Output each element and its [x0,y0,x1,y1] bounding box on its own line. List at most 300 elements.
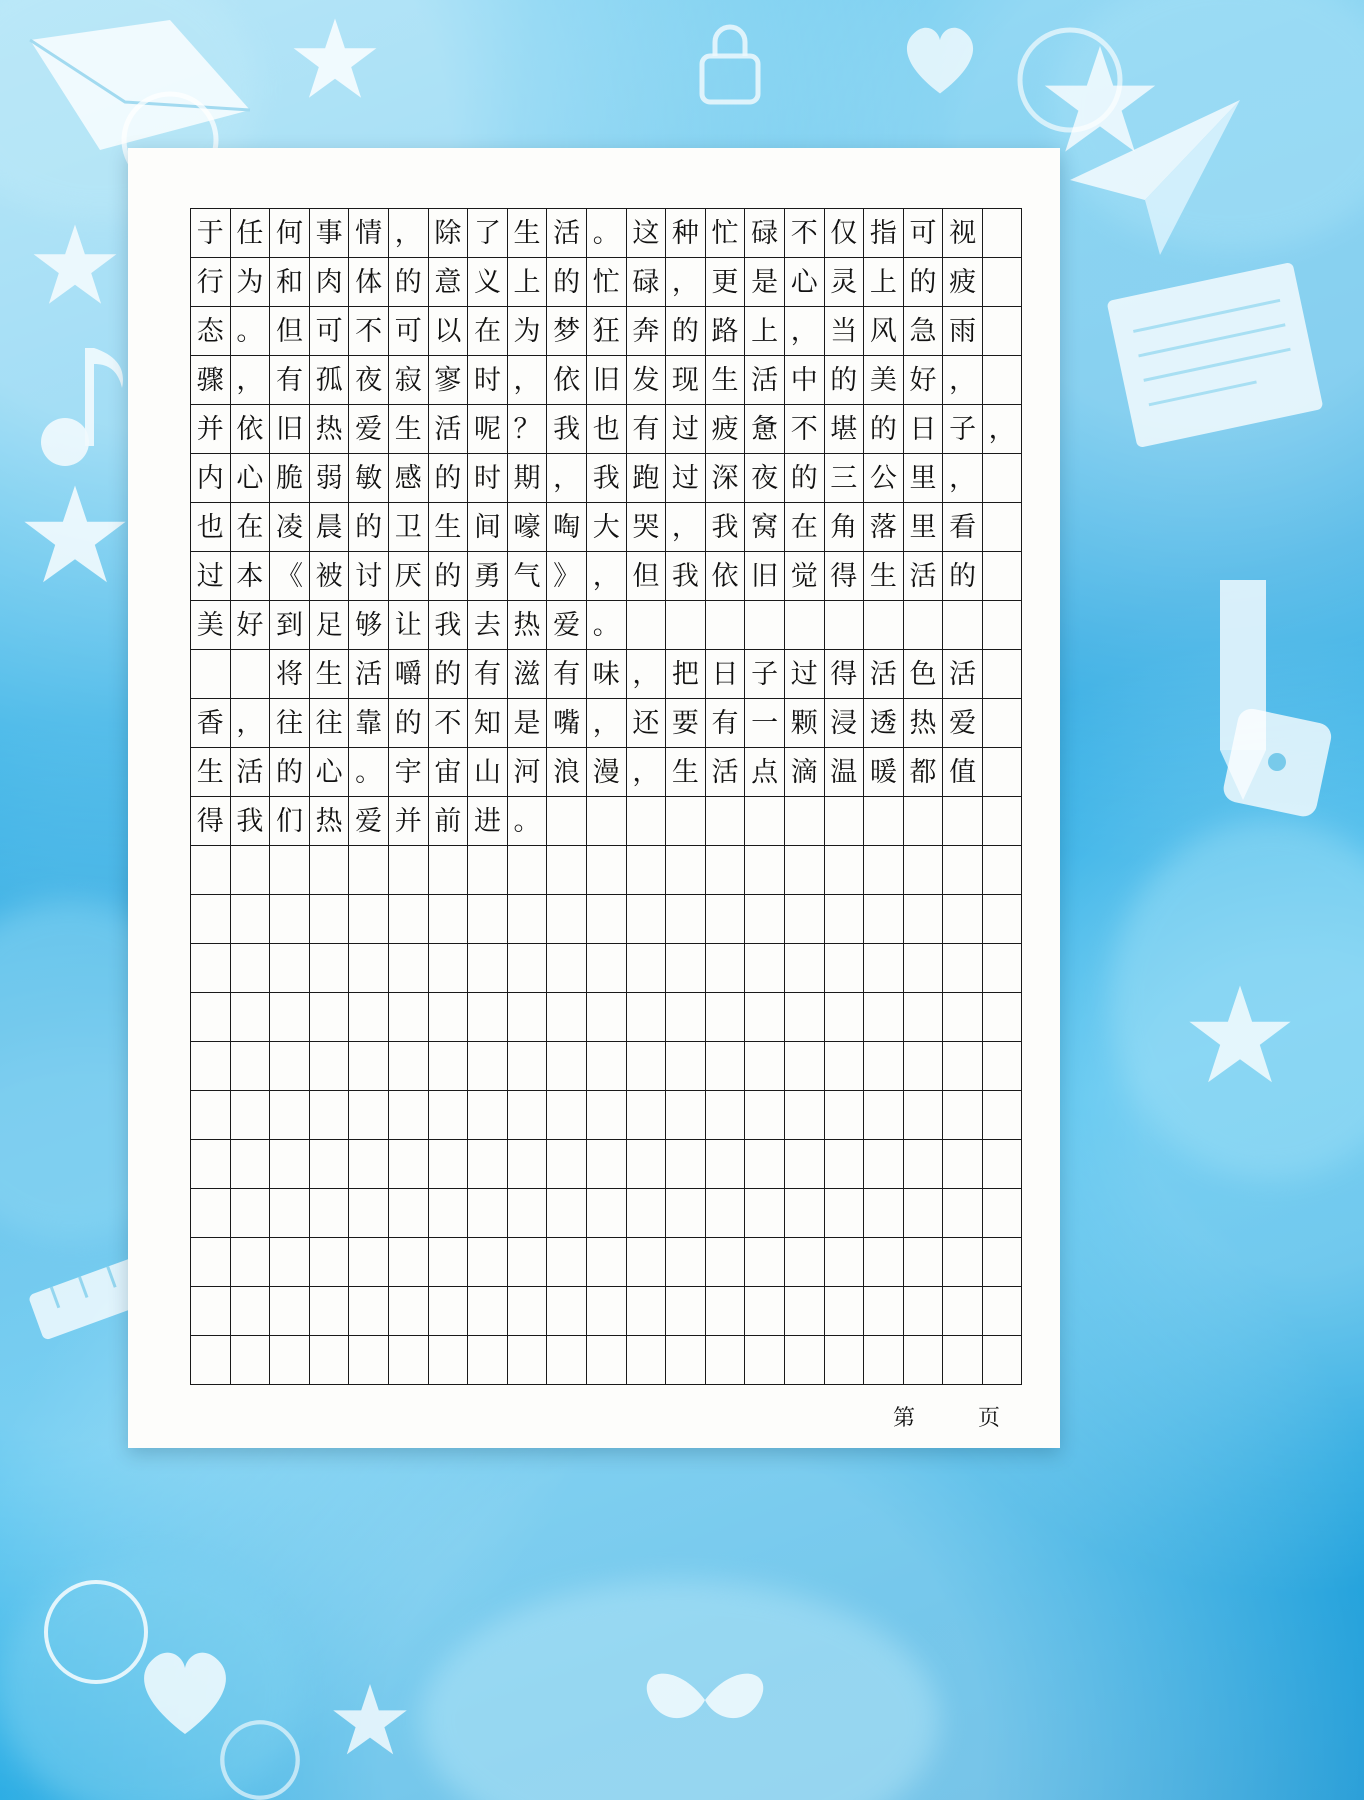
manuscript-cell [903,895,943,944]
manuscript-cell [824,797,864,846]
manuscript-cell [349,944,389,993]
manuscript-cell [943,1042,983,1091]
manuscript-cell: ， [388,209,428,258]
manuscript-cell: 嚎 [507,503,547,552]
manuscript-cell [388,1140,428,1189]
manuscript-cell: 也 [191,503,231,552]
manuscript-cell [982,1238,1022,1287]
manuscript-cell: 活 [705,748,745,797]
manuscript-cell [982,944,1022,993]
manuscript-cell [784,1140,824,1189]
manuscript-cell: 体 [349,258,389,307]
manuscript-cell: 爱 [349,405,389,454]
manuscript-cell: 生 [666,748,706,797]
manuscript-cell: 热 [507,601,547,650]
manuscript-cell: 碌 [626,258,666,307]
manuscript-cell [270,1189,310,1238]
manuscript-cell: 的 [428,552,468,601]
manuscript-cell [230,650,270,699]
manuscript-cell: 活 [903,552,943,601]
manuscript-cell: 了 [468,209,508,258]
manuscript-cell [864,601,904,650]
manuscript-row [191,503,1022,552]
manuscript-cell: 这 [626,209,666,258]
manuscript-cell [784,1091,824,1140]
manuscript-cell [903,1336,943,1385]
manuscript-cell [270,1091,310,1140]
manuscript-cell: 灵 [824,258,864,307]
manuscript-cell: 往 [270,699,310,748]
manuscript-cell: 日 [705,650,745,699]
manuscript-cell [349,1042,389,1091]
manuscript-cell [864,1091,904,1140]
manuscript-cell: 为 [230,258,270,307]
manuscript-cell: 温 [824,748,864,797]
manuscript-cell [982,552,1022,601]
manuscript-cell [507,1091,547,1140]
manuscript-cell: 生 [864,552,904,601]
manuscript-cell [547,1189,587,1238]
manuscript-cell [982,1091,1022,1140]
manuscript-cell: 值 [943,748,983,797]
manuscript-cell: 孤 [309,356,349,405]
manuscript-cell [824,1140,864,1189]
manuscript-cell [982,748,1022,797]
manuscript-cell [943,1238,983,1287]
manuscript-cell [468,1189,508,1238]
manuscript-cell [943,993,983,1042]
manuscript-cell: 心 [230,454,270,503]
manuscript-cell [507,895,547,944]
manuscript-cell: 更 [705,258,745,307]
manuscript-cell [982,1287,1022,1336]
manuscript-cell: 生 [428,503,468,552]
manuscript-cell [982,307,1022,356]
manuscript-cell: 现 [666,356,706,405]
manuscript-cell [982,993,1022,1042]
manuscript-cell: 活 [349,650,389,699]
manuscript-cell: 不 [784,209,824,258]
manuscript-cell [309,1336,349,1385]
manuscript-cell: 旧 [586,356,626,405]
manuscript-grid [190,208,1016,1360]
manuscript-cell [270,1336,310,1385]
manuscript-cell [982,258,1022,307]
manuscript-cell: 滴 [784,748,824,797]
manuscript-cell [705,993,745,1042]
manuscript-cell: 暖 [864,748,904,797]
manuscript-cell: 香 [191,699,231,748]
manuscript-cell [191,1140,231,1189]
manuscript-cell [468,993,508,1042]
manuscript-cell: 看 [943,503,983,552]
manuscript-cell: 奔 [626,307,666,356]
manuscript-cell: 被 [309,552,349,601]
manuscript-cell: 色 [903,650,943,699]
manuscript-cell [824,1336,864,1385]
manuscript-cell: 发 [626,356,666,405]
manuscript-cell [943,601,983,650]
manuscript-cell [626,944,666,993]
manuscript-cell [824,846,864,895]
manuscript-cell [745,993,785,1042]
manuscript-cell [191,1189,231,1238]
manuscript-cell [745,1287,785,1336]
manuscript-cell: 河 [507,748,547,797]
manuscript-cell [666,1189,706,1238]
manuscript-cell [626,1189,666,1238]
manuscript-cell [824,601,864,650]
manuscript-cell: 生 [705,356,745,405]
manuscript-cell [507,1336,547,1385]
manuscript-table [190,208,1022,1385]
music-note-icon [30,330,140,480]
manuscript-cell [428,1336,468,1385]
manuscript-cell [230,1042,270,1091]
manuscript-cell [191,1287,231,1336]
manuscript-cell: 但 [270,307,310,356]
manuscript-cell [943,1189,983,1238]
manuscript-cell: 美 [191,601,231,650]
notebook-icon [1090,260,1350,480]
manuscript-cell [428,1287,468,1336]
manuscript-row [191,650,1022,699]
manuscript-cell: 都 [903,748,943,797]
manuscript-cell [982,797,1022,846]
manuscript-cell: 的 [388,699,428,748]
manuscript-cell [626,601,666,650]
manuscript-cell: 。 [586,601,626,650]
manuscript-cell [943,846,983,895]
manuscript-row [191,1238,1022,1287]
manuscript-cell [982,1042,1022,1091]
star-icon [290,14,380,104]
manuscript-cell: 爱 [547,601,587,650]
manuscript-cell: 进 [468,797,508,846]
manuscript-cell: 的 [864,405,904,454]
manuscript-cell: 有 [705,699,745,748]
manuscript-cell: 讨 [349,552,389,601]
manuscript-row [191,993,1022,1042]
manuscript-cell [745,1042,785,1091]
manuscript-cell [191,993,231,1042]
manuscript-cell: 心 [784,258,824,307]
manuscript-cell: 视 [943,209,983,258]
manuscript-cell [586,993,626,1042]
manuscript-cell [982,209,1022,258]
manuscript-cell: 上 [745,307,785,356]
manuscript-cell [903,1140,943,1189]
manuscript-row [191,209,1022,258]
manuscript-cell: 有 [468,650,508,699]
manuscript-cell [982,1189,1022,1238]
manuscript-cell [349,1287,389,1336]
manuscript-cell: ， [507,356,547,405]
manuscript-cell [468,846,508,895]
manuscript-cell: 嚼 [388,650,428,699]
manuscript-cell [507,1042,547,1091]
manuscript-cell: 。 [586,209,626,258]
manuscript-cell: 并 [191,405,231,454]
manuscript-cell: ， [784,307,824,356]
manuscript-cell: 知 [468,699,508,748]
manuscript-cell [507,1140,547,1189]
manuscript-cell: 种 [666,209,706,258]
manuscript-cell: 活 [230,748,270,797]
manuscript-cell: 厌 [388,552,428,601]
manuscript-cell [982,846,1022,895]
manuscript-cell [705,1238,745,1287]
manuscript-cell [230,1287,270,1336]
manuscript-row [191,748,1022,797]
manuscript-row [191,405,1022,454]
manuscript-cell: 》 [547,552,587,601]
manuscript-cell [745,1238,785,1287]
manuscript-cell: 跑 [626,454,666,503]
manuscript-cell: 透 [864,699,904,748]
page-footer [190,1401,1002,1432]
manuscript-cell [547,1336,587,1385]
manuscript-row [191,944,1022,993]
manuscript-cell: 的 [666,307,706,356]
manuscript-cell: 任 [230,209,270,258]
manuscript-cell: 大 [586,503,626,552]
manuscript-cell [349,1189,389,1238]
manuscript-cell [864,1042,904,1091]
manuscript-cell: 忙 [586,258,626,307]
manuscript-cell [309,1091,349,1140]
manuscript-cell [784,1042,824,1091]
manuscript-cell [666,1287,706,1336]
manuscript-cell: 旧 [745,552,785,601]
manuscript-cell: ， [586,552,626,601]
manuscript-cell: ， [666,503,706,552]
manuscript-cell [547,895,587,944]
manuscript-cell [982,1336,1022,1385]
manuscript-cell: 中 [784,356,824,405]
manuscript-cell: ， [586,699,626,748]
manuscript-cell: 生 [507,209,547,258]
manuscript-cell [745,601,785,650]
manuscript-cell: 漫 [586,748,626,797]
manuscript-cell: ， [547,454,587,503]
manuscript-cell: 意 [428,258,468,307]
manuscript-cell [230,846,270,895]
manuscript-cell [824,1042,864,1091]
manuscript-cell: 何 [270,209,310,258]
manuscript-cell: 依 [230,405,270,454]
manuscript-cell: 敏 [349,454,389,503]
manuscript-cell: ， [230,699,270,748]
manuscript-cell: 美 [864,356,904,405]
manuscript-cell: 得 [824,650,864,699]
manuscript-cell: 过 [666,454,706,503]
manuscript-cell [864,895,904,944]
manuscript-cell [903,993,943,1042]
manuscript-cell [547,1042,587,1091]
manuscript-cell: 义 [468,258,508,307]
manuscript-cell: 狂 [586,307,626,356]
manuscript-cell: 雨 [943,307,983,356]
manuscript-cell [903,797,943,846]
manuscript-cell [784,601,824,650]
manuscript-cell: 的 [547,258,587,307]
manuscript-cell [191,1042,231,1091]
manuscript-cell: 急 [903,307,943,356]
manuscript-cell [270,1238,310,1287]
manuscript-cell [784,1189,824,1238]
manuscript-cell [309,1189,349,1238]
manuscript-cell: 让 [388,601,428,650]
manuscript-cell [745,895,785,944]
emblem-badge [44,1580,148,1684]
manuscript-cell [666,601,706,650]
manuscript-cell: 脆 [270,454,310,503]
manuscript-cell [230,1189,270,1238]
manuscript-cell [903,846,943,895]
manuscript-cell [309,993,349,1042]
manuscript-cell [191,944,231,993]
manuscript-cell [982,601,1022,650]
manuscript-cell: 是 [745,258,785,307]
manuscript-cell: 不 [349,307,389,356]
manuscript-cell [191,650,231,699]
manuscript-cell: 落 [864,503,904,552]
manuscript-cell [586,797,626,846]
manuscript-row [191,1336,1022,1385]
manuscript-cell: 子 [745,650,785,699]
manuscript-cell [191,846,231,895]
manuscript-cell [864,1140,904,1189]
manuscript-cell: 我 [547,405,587,454]
manuscript-cell: 去 [468,601,508,650]
manuscript-cell [705,1091,745,1140]
manuscript-cell [230,1140,270,1189]
manuscript-cell [586,1140,626,1189]
manuscript-cell: 旧 [270,405,310,454]
manuscript-cell: 的 [903,258,943,307]
manuscript-cell [270,1287,310,1336]
manuscript-cell: 情 [349,209,389,258]
manuscript-cell: 窝 [745,503,785,552]
manuscript-cell: 并 [388,797,428,846]
manuscript-cell: 味 [586,650,626,699]
manuscript-cell: 但 [626,552,666,601]
manuscript-cell [388,1287,428,1336]
manuscript-cell: 骤 [191,356,231,405]
manuscript-cell: 有 [626,405,666,454]
lock-icon [680,8,780,118]
manuscript-cell [270,993,310,1042]
manuscript-cell [666,1140,706,1189]
manuscript-cell: 当 [824,307,864,356]
manuscript-cell [784,1287,824,1336]
manuscript-cell [507,944,547,993]
manuscript-cell [745,1140,785,1189]
manuscript-cell [745,1091,785,1140]
manuscript-cell [507,993,547,1042]
manuscript-cell [745,1189,785,1238]
manuscript-cell: 可 [388,307,428,356]
manuscript-cell [666,895,706,944]
manuscript-cell: 在 [784,503,824,552]
manuscript-cell [349,895,389,944]
manuscript-cell: 疲 [705,405,745,454]
manuscript-cell: 可 [903,209,943,258]
manuscript-cell: 往 [309,699,349,748]
manuscript-cell [388,846,428,895]
manuscript-cell: 哭 [626,503,666,552]
star-icon [330,1680,410,1760]
manuscript-cell [784,944,824,993]
manuscript-cell: 间 [468,503,508,552]
manuscript-cell [270,1140,310,1189]
manuscript-cell [586,1287,626,1336]
manuscript-cell: 过 [784,650,824,699]
manuscript-cell: 指 [864,209,904,258]
manuscript-cell [388,993,428,1042]
manuscript-cell [666,797,706,846]
manuscript-cell [824,1189,864,1238]
manuscript-cell [468,895,508,944]
manuscript-cell [705,846,745,895]
manuscript-cell: 夜 [745,454,785,503]
manuscript-cell [626,1336,666,1385]
manuscript-cell: 活 [864,650,904,699]
manuscript-cell [982,356,1022,405]
manuscript-cell: 气 [507,552,547,601]
manuscript-cell: 到 [270,601,310,650]
manuscript-cell: 将 [270,650,310,699]
manuscript-cell: 路 [705,307,745,356]
manuscript-cell: 除 [428,209,468,258]
manuscript-cell [982,699,1022,748]
manuscript-cell: ， [666,258,706,307]
manuscript-cell: 心 [309,748,349,797]
manuscript-cell: 山 [468,748,508,797]
manuscript-cell [903,1287,943,1336]
manuscript-cell [705,601,745,650]
manuscript-row [191,699,1022,748]
manuscript-cell [428,1042,468,1091]
manuscript-cell: 梦 [547,307,587,356]
manuscript-cell [507,846,547,895]
manuscript-cell: 寂 [388,356,428,405]
manuscript-cell [784,993,824,1042]
manuscript-cell [468,1287,508,1336]
manuscript-cell [943,1091,983,1140]
manuscript-cell [468,944,508,993]
manuscript-cell [428,846,468,895]
manuscript-cell [903,944,943,993]
manuscript-row [191,258,1022,307]
manuscript-cell [230,944,270,993]
manuscript-cell [547,993,587,1042]
manuscript-cell: 碌 [745,209,785,258]
manuscript-cell: 日 [903,405,943,454]
manuscript-cell: 弱 [309,454,349,503]
manuscript-cell: 的 [428,650,468,699]
manuscript-cell [547,1287,587,1336]
manuscript-cell: 一 [745,699,785,748]
manuscript-cell [864,1238,904,1287]
manuscript-cell [705,944,745,993]
dice-icon [1215,700,1345,830]
manuscript-cell: 啕 [547,503,587,552]
manuscript-cell [388,1238,428,1287]
manuscript-cell [666,993,706,1042]
manuscript-cell: 以 [428,307,468,356]
